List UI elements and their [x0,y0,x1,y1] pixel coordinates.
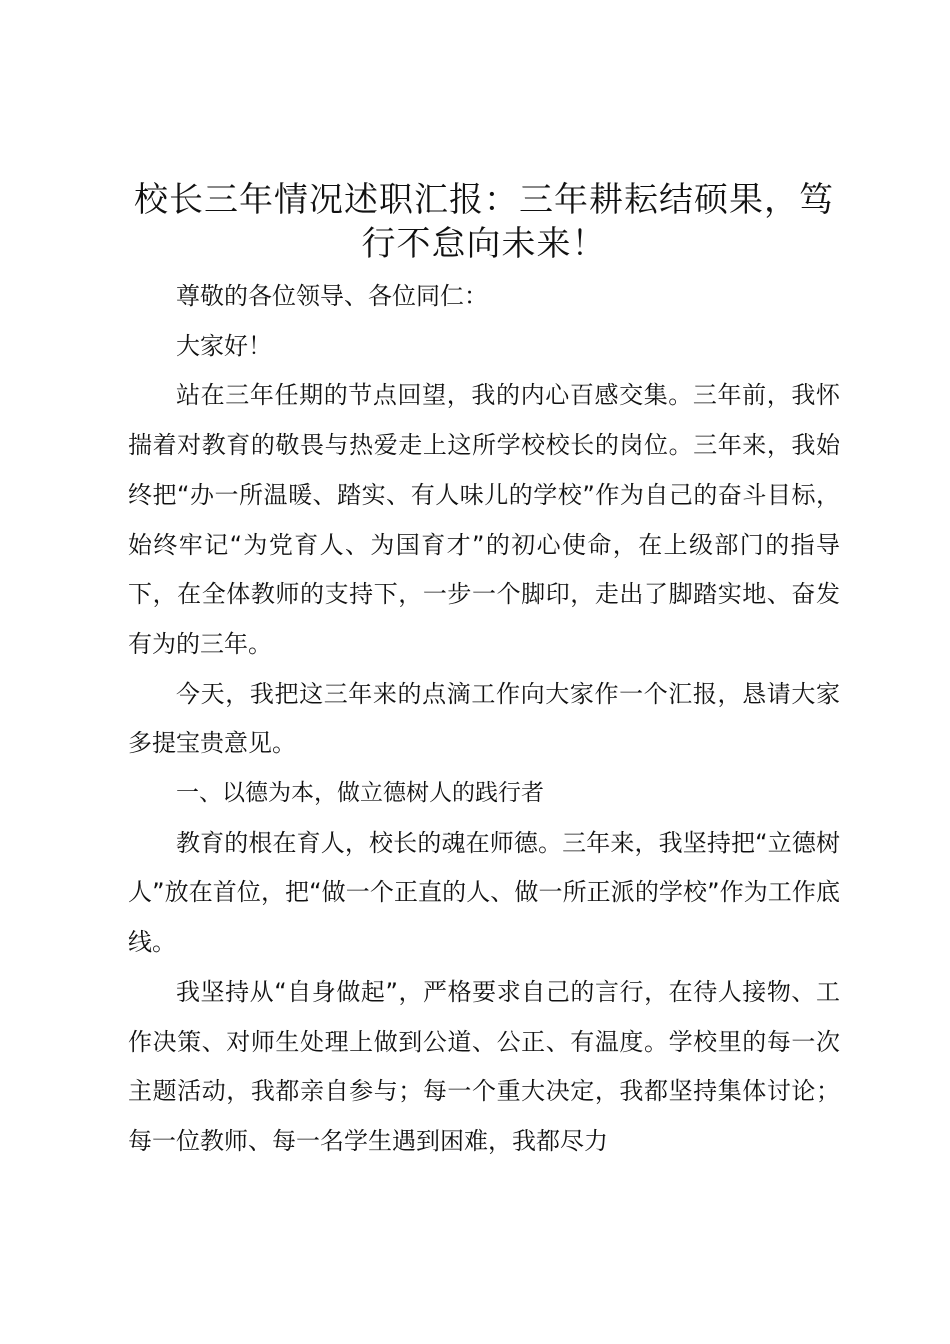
section-heading-1: 一、以德为本，做立德树人的践行者 [176,780,544,807]
document-page [128,178,840,1167]
paragraph-report: 今天，我把这三年来的点滴工作向大家作一个汇报，恳请大家多提宝贵意见。 [128,679,840,758]
title-line-1: 校长三年情况述职汇报：三年耕耘结硕果，笃 [134,180,834,220]
salutation: 尊敬的各位领导、各位同仁： [176,282,488,310]
document-title [128,178,840,266]
paragraph-intro: 站在三年任期的节点回望，我的内心百感交集。三年前，我怀揣着对教育的敬畏与热爱走上这所学校校长的岗位。三年来，我始终把“办一所温暖、踏实、有人味儿的学校”作为自己的奋斗目标，始终牢记“为党育人、为国育才”的初心使命，在上级部门的指导下，在全体教师的支持下，一步一个脚印，走出了脚踏实地、奋发有为的三年。 [128,381,840,658]
title-line-2: 行不怠向未来！ [361,224,607,264]
section1-paragraph-2: 我坚持从“自身做起”，严格要求自己的言行，在待人接物、工作决策、对师生处理上做到公道、公正、有温度。学校里的每一次主题活动，我都亲自参与；每一个重大决定，我都坚持集体讨论；每一位教师、每一名学生遇到困难，我都尽力 [128,977,840,1155]
section1-paragraph-1: 教育的根在育人，校长的魂在师德。三年来，我坚持把“立德树人”放在首位，把“做一个正直的人、做一所正派的学校”作为工作底线。 [128,828,840,957]
greeting: 大家好！ [176,331,272,360]
document-body [128,272,840,1167]
